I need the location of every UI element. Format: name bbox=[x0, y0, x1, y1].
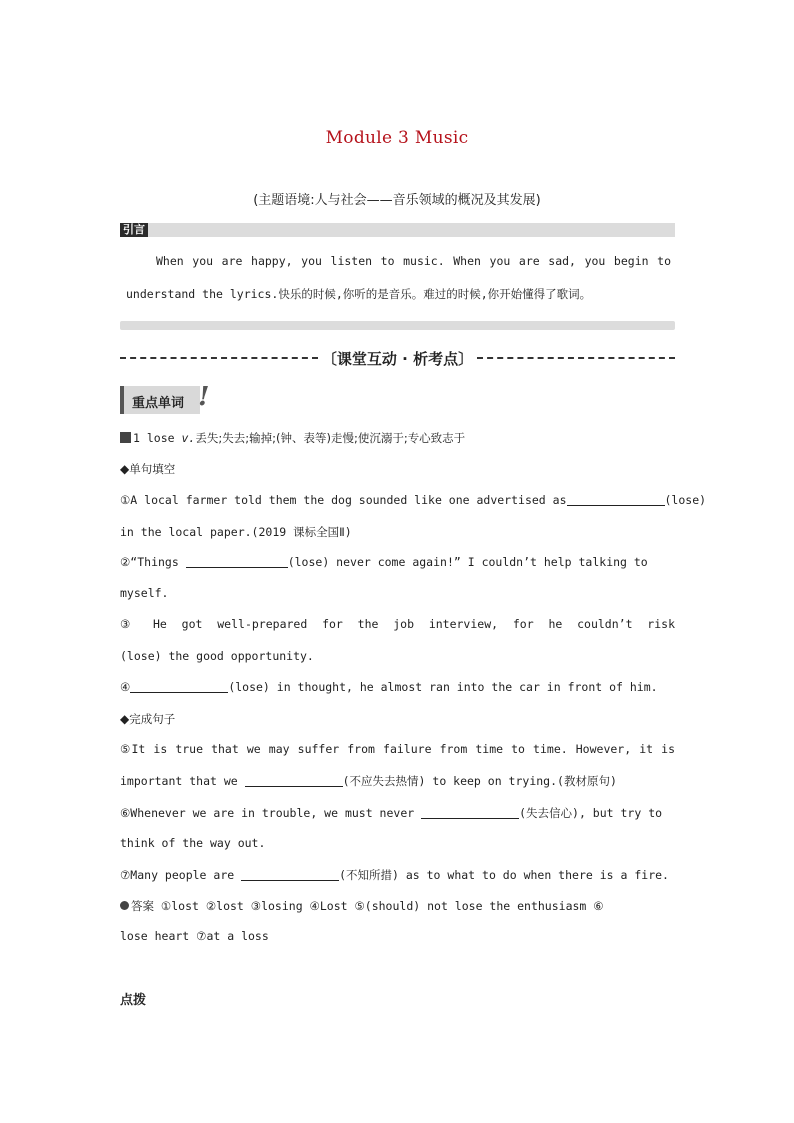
question-2-line-2: myself. bbox=[120, 586, 169, 600]
vocab-badge bbox=[120, 386, 200, 414]
intro-footer-bar bbox=[120, 321, 675, 330]
entry-word: lose bbox=[139, 431, 182, 445]
intro-line-1: When you are happy, you listen to music. When you are sad, you begin to bbox=[156, 254, 671, 268]
divider-dashes-left bbox=[120, 357, 318, 359]
answer-blank-5[interactable] bbox=[245, 775, 343, 787]
question-6-line-1: ⑥Whenever we are in trouble, we must never (失去信心), but try to bbox=[120, 806, 663, 820]
divider-dashes-right bbox=[477, 357, 675, 359]
question-1-line-1: ①A local farmer told them the dog sounded like one advertised as (lose) bbox=[120, 493, 707, 507]
vocab-badge-label: 重点单词 bbox=[132, 396, 185, 411]
answer-label: 答案 bbox=[131, 899, 154, 913]
question-3-line-2: (lose) the good opportunity. bbox=[120, 649, 314, 663]
question-1-line-2: in the local paper.(2019 课标全国Ⅱ) bbox=[120, 525, 352, 539]
answer-blank-6[interactable] bbox=[421, 807, 519, 819]
answer-icon bbox=[120, 901, 129, 910]
complete-heading: ◆完成句子 bbox=[120, 712, 176, 726]
answer-blank-2[interactable] bbox=[186, 556, 288, 568]
tips-heading: 点拨 bbox=[120, 993, 147, 1008]
intro-tag: 引言 bbox=[120, 223, 148, 237]
question-3-line-1: ③ He got well-prepared for the job interview, for he couldn’t risk bbox=[120, 617, 675, 631]
entry-number: 1 bbox=[133, 431, 140, 445]
section-title: 〔课堂互动 · 析考点〕 bbox=[321, 349, 474, 368]
question-6-line-2: think of the way out. bbox=[120, 836, 266, 850]
question-4: ④ (lose) in thought, he almost ran into the car in front of him. bbox=[120, 680, 658, 694]
page-title: Module 3 Music bbox=[325, 128, 469, 148]
square-bullet-icon bbox=[120, 432, 131, 443]
answer-blank-1[interactable] bbox=[567, 494, 665, 506]
fill-heading: ◆单句填空 bbox=[120, 462, 176, 476]
section-divider bbox=[120, 346, 675, 370]
entry-definition: 丢失;失去;输掉;(钟、表等)走慢;使沉溺于;专心致志于 bbox=[195, 431, 466, 445]
question-5-line-2: important that we (不应失去热情) to keep on trying.(教材原句) bbox=[120, 774, 617, 788]
intro-header-bar bbox=[120, 223, 675, 237]
intro-line-2: understand the lyrics.快乐的时候,你听的是音乐。难过的时候,你开始懂得了歌词。 bbox=[126, 287, 592, 301]
answer-blank-4[interactable] bbox=[130, 681, 228, 693]
answer-line-1: 答案 ①lost ②lost ③losing ④Lost ⑤(should) not lose the enthusiasm ⑥ bbox=[120, 898, 675, 914]
answer-blank-7[interactable] bbox=[241, 869, 339, 881]
question-7: ⑦Many people are (不知所措) as to what to do when there is a fire. bbox=[120, 868, 669, 882]
question-2-line-1: ②“Things (lose) never come again!” I couldn’t help talking to bbox=[120, 555, 648, 569]
theme-subtitle: (主题语境:人与社会——音乐领域的概况及其发展) bbox=[253, 193, 541, 208]
diamond-bullet-icon: ◆ bbox=[120, 462, 130, 476]
exclamation-icon: ! bbox=[198, 382, 210, 412]
vocab-entry bbox=[120, 430, 675, 446]
entry-pos: v. bbox=[181, 431, 196, 445]
diamond-bullet-icon: ◆ bbox=[120, 712, 130, 726]
answer-line-2: lose heart ⑦at a loss bbox=[120, 929, 269, 943]
question-5-line-1: ⑤It is true that we may suffer from failure from time to time. However, it is bbox=[120, 742, 675, 756]
